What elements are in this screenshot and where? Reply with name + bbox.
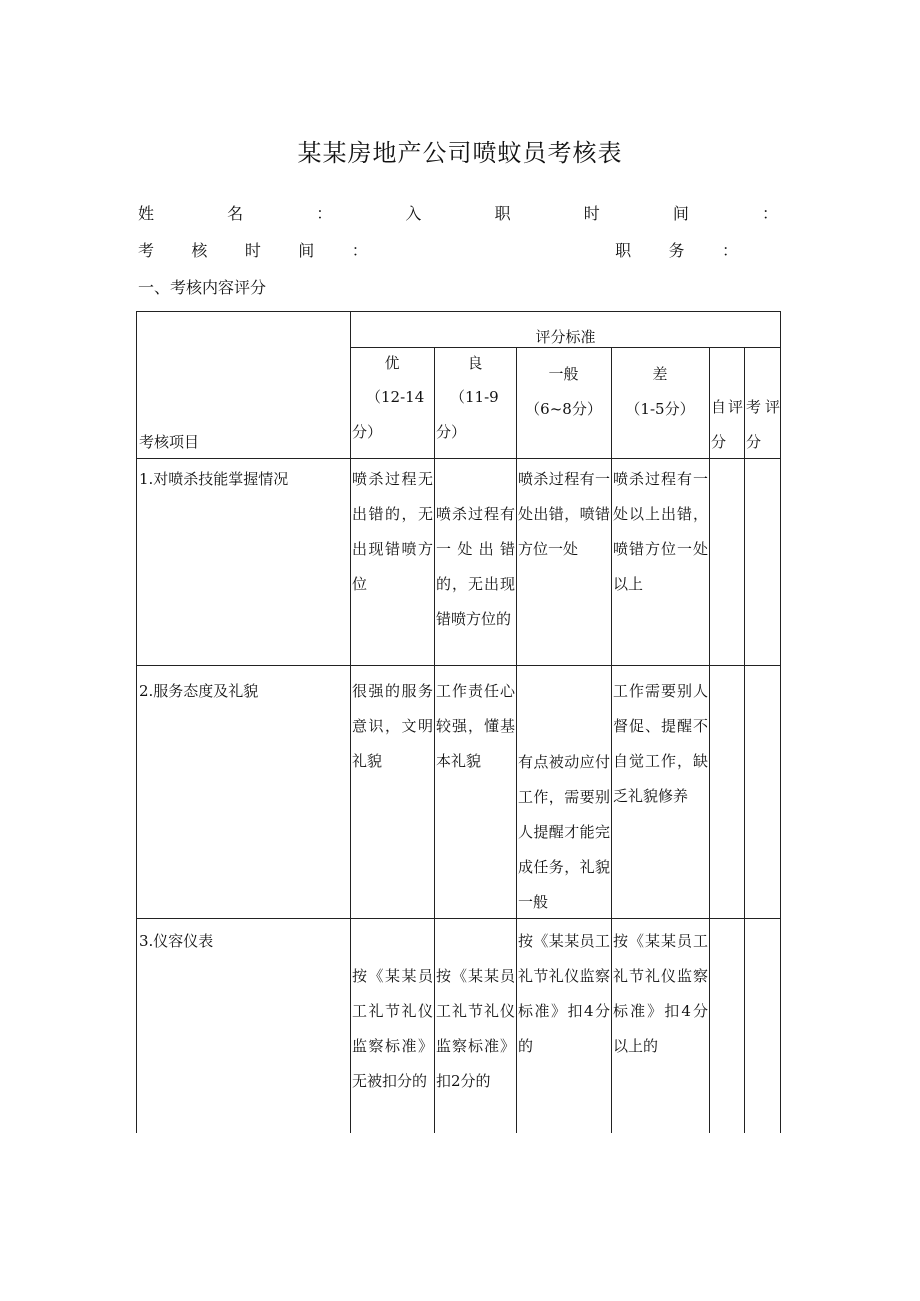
- info-char: ：: [761, 204, 778, 223]
- header-level-average: 一般: [548, 365, 579, 383]
- row-1-good: 喷杀过程有一处出错的，无出现错喷方位的: [436, 505, 515, 628]
- row-3-excellent: 按《某某员工礼节礼仪监察标准》无被扣分的: [352, 967, 433, 1090]
- row-2-item: 2.服务态度及礼貌: [139, 682, 259, 700]
- page-title: 某某房地产公司喷蚊员考核表: [297, 139, 623, 167]
- table-rule: [350, 311, 351, 1133]
- info-char: 考: [138, 241, 155, 260]
- header-standard: 评分标准: [535, 328, 596, 346]
- row-2-excellent: 很强的服务意识，文明礼貌: [352, 682, 433, 770]
- info-char: ：: [316, 204, 333, 223]
- info-char: 时: [583, 204, 600, 223]
- info-char: ：: [721, 241, 738, 260]
- table-rule: [136, 458, 781, 459]
- header-assessor-score: 考评分: [746, 398, 780, 451]
- table-rule: [780, 311, 781, 1133]
- info-char: 职: [494, 204, 511, 223]
- row-3-poor: 按《某某员工礼节礼仪监察标准》扣4分以上的: [613, 932, 708, 1055]
- header-self-score: 自评分: [711, 398, 743, 451]
- row-3-average: 按《某某员工礼节礼仪监察标准》扣4分的: [518, 932, 610, 1055]
- table-rule: [136, 665, 781, 666]
- table-rule: [516, 347, 517, 1133]
- table-rule: [136, 918, 781, 919]
- info-char: 职: [615, 241, 632, 260]
- info-char: 间: [298, 241, 315, 260]
- row-1-item: 1.对喷杀技能掌握情况: [139, 470, 289, 488]
- table-rule: [136, 311, 137, 1133]
- header-range-excellent: （12-14分）: [352, 388, 425, 441]
- info-row-name-hire-date: [138, 201, 778, 224]
- row-2-average: 有点被动应付工作，需要别人提醒才能完成任务，礼貌一般: [518, 753, 610, 911]
- row-2-good: 工作责任心较强，懂基本礼貌: [436, 682, 515, 770]
- row-3-item: 3.仪容仪表: [139, 932, 214, 950]
- row-1-poor: 喷杀过程有一处以上出错，喷错方位一处以上: [613, 470, 708, 593]
- header-item: 考核项目: [139, 433, 200, 451]
- section-heading: 一、考核内容评分: [138, 278, 267, 297]
- info-row-assess-time-position: [138, 238, 738, 261]
- header-range-poor: （1-5分）: [625, 400, 695, 418]
- info-char: 间: [672, 204, 689, 223]
- row-2-poor: 工作需要别人督促、提醒不自觉工作，缺乏礼貌修养: [613, 682, 708, 805]
- table-rule: [434, 347, 435, 1133]
- info-char: 入: [405, 204, 422, 223]
- table-rule: [136, 311, 781, 312]
- header-level-good: 良: [467, 354, 483, 372]
- table-rule: [611, 347, 612, 1133]
- info-char: 姓: [138, 204, 155, 223]
- row-1-excellent: 喷杀过程无出错的，无出现错喷方位: [352, 470, 433, 593]
- header-level-excellent: 优: [384, 354, 400, 372]
- row-3-good: 按《某某员工礼节礼仪监察标准》扣2分的: [436, 967, 515, 1090]
- header-range-good: （11-9分）: [436, 388, 499, 441]
- header-level-poor: 差: [652, 365, 668, 383]
- info-char: 名: [227, 204, 244, 223]
- row-1-average: 喷杀过程有一处出错，喷错方位一处: [518, 470, 610, 558]
- info-char: 时: [244, 241, 261, 260]
- table-rule: [744, 347, 745, 1133]
- info-char: 务: [668, 241, 685, 260]
- info-char: 核: [191, 241, 208, 260]
- header-range-average: （6~8分）: [525, 400, 602, 418]
- info-char: ：: [351, 241, 368, 260]
- table-rule: [709, 347, 710, 1133]
